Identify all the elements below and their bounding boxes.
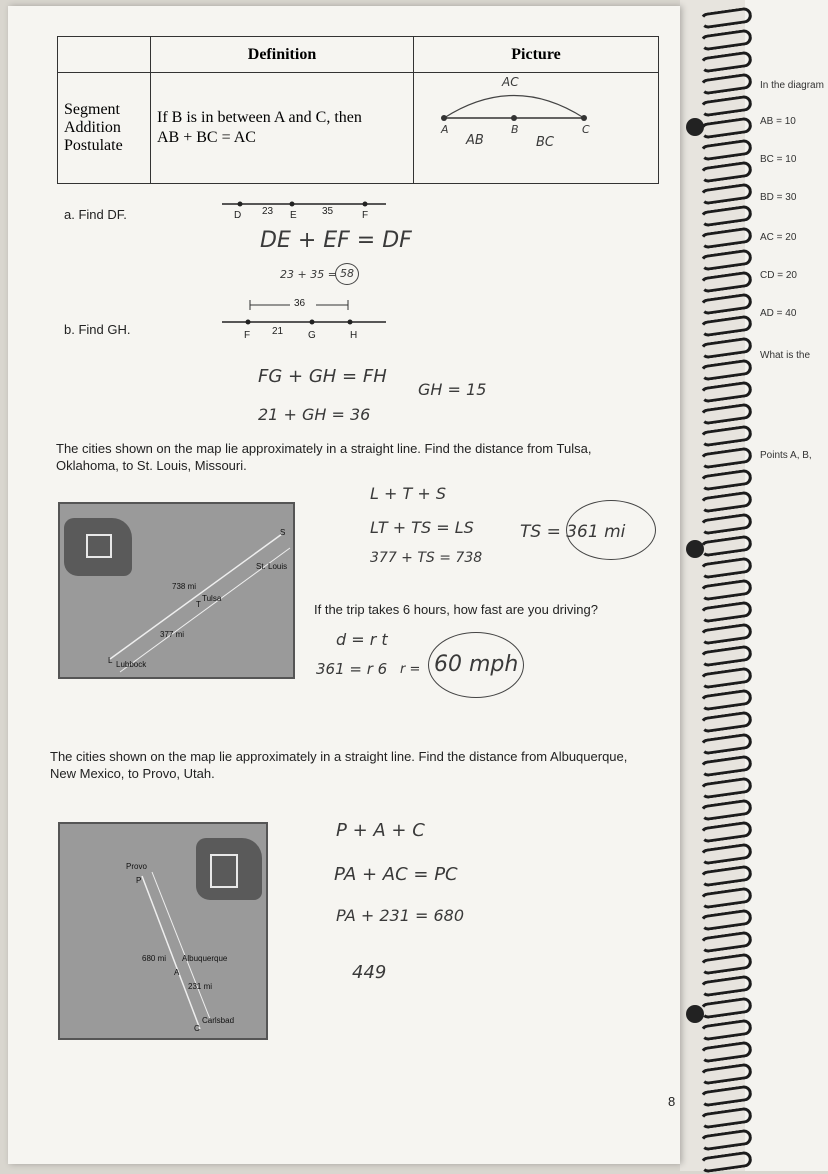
- label-g: G: [308, 330, 316, 341]
- definition-cell: [151, 73, 414, 184]
- label-d: D: [234, 210, 242, 221]
- rp-item-5: CD = 20: [760, 270, 797, 281]
- right-page: [745, 0, 828, 1171]
- map-s: S: [280, 528, 286, 537]
- page-number: 8: [668, 1094, 676, 1109]
- map-lubbock: Lubbock: [116, 660, 147, 669]
- work-a1: DE + EF = DF: [260, 228, 412, 253]
- rp-item-1: AB = 10: [760, 116, 796, 127]
- pic-label-a: A: [441, 123, 449, 136]
- label-e: E: [290, 210, 297, 221]
- answer-c2: 60 mph: [434, 652, 519, 677]
- work-c5: 361 = r 6: [316, 660, 388, 678]
- pic-label-bc: BC: [536, 135, 554, 150]
- problem-a-label: a. Find DF.: [64, 207, 127, 222]
- work-c3: 377 + TS = 738: [370, 550, 483, 566]
- question-c: If the trip takes 6 hours, how fast are you driving?: [314, 602, 598, 617]
- term-cell: Segment Addition Postulate: [58, 73, 151, 184]
- work-d1: P + A + C: [336, 820, 425, 841]
- problem-d-prompt: The cities shown on the map lie approximately in a straight line. Find the distance from Albuquerque, New Mexico, to Provo, Utah.: [50, 749, 628, 781]
- picture-cell: [414, 73, 659, 184]
- binding-hole: [686, 118, 704, 136]
- rp-item-2: BC = 10: [760, 154, 797, 165]
- problem-b-label: b. Find GH.: [64, 322, 131, 337]
- segment-picture: [434, 78, 664, 178]
- work-c4: d = r t: [336, 630, 388, 649]
- label-h: H: [350, 330, 358, 341]
- map-231: 231 mi: [188, 982, 213, 991]
- definition-table: [57, 36, 659, 184]
- label-21: 21: [272, 326, 284, 337]
- work-d2: PA + AC = PC: [334, 864, 458, 885]
- definition-line1: If B is in between A and C, then: [157, 109, 362, 126]
- pic-label-c: C: [582, 123, 590, 136]
- route-line-2: [60, 824, 266, 1038]
- answer-c-circle: [566, 500, 656, 560]
- binding-hole: [686, 540, 704, 558]
- label-f: F: [362, 210, 369, 221]
- answer-a: 58: [340, 267, 354, 280]
- work-c2: LT + TS = LS: [370, 518, 474, 537]
- definition-line2: AB + BC = AC: [157, 129, 256, 146]
- map-carlsbad: Carlsbad: [202, 1016, 235, 1025]
- work-d3: PA + 231 = 680: [336, 906, 465, 925]
- work-c5b: r =: [400, 662, 421, 677]
- answer-c2-circle: [428, 632, 524, 698]
- label-35: 35: [322, 206, 334, 217]
- work-b1: FG + GH = FH: [258, 366, 387, 387]
- pic-label-b: B: [511, 123, 519, 136]
- work-a2: 23 + 35 =: [280, 268, 337, 281]
- map-l: L: [108, 656, 113, 665]
- map-p: P: [136, 876, 142, 885]
- map-albuquerque: Albuquerque: [182, 954, 228, 963]
- line-fgh: [220, 316, 390, 328]
- label-23: 23: [262, 206, 274, 217]
- rp-item-4: AC = 20: [760, 232, 797, 243]
- pic-label-ac: AC: [502, 75, 519, 89]
- answer-b: GH = 15: [418, 380, 487, 399]
- map-a: A: [174, 968, 180, 977]
- map-c: C: [194, 1024, 200, 1033]
- line-def: [220, 198, 390, 210]
- map-oklahoma: [58, 502, 295, 679]
- work-b2: 21 + GH = 36: [258, 405, 371, 424]
- rp-item-6: AD = 40: [760, 308, 797, 319]
- rp-item-3: BD = 30: [760, 192, 797, 203]
- answer-d: 449: [352, 962, 387, 983]
- binding-hole: [686, 1005, 704, 1023]
- pic-label-ab: AB: [466, 133, 484, 148]
- rp-question: What is the: [760, 350, 811, 361]
- map-377: 377 mi: [160, 630, 185, 639]
- header-definition: Definition: [151, 37, 414, 73]
- map-t: T: [196, 600, 201, 609]
- problem-c-prompt: The cities shown on the map lie approximately in a straight line. Find the distance from Tulsa, Oklahoma, to St. Louis, Missouri.: [56, 441, 592, 473]
- answer-c: TS = 361 mi: [520, 522, 626, 542]
- map-stlouis: St. Louis: [256, 562, 288, 571]
- map-680: 680 mi: [142, 954, 167, 963]
- map-tulsa: Tulsa: [202, 594, 222, 603]
- label-f2: F: [244, 330, 251, 341]
- header-picture: Picture: [414, 37, 659, 73]
- map-new-mexico: [58, 822, 268, 1040]
- work-c1: L + T + S: [370, 484, 446, 503]
- label-36: 36: [294, 298, 306, 309]
- map-provo: Provo: [126, 862, 147, 871]
- answer-a-circle: [335, 263, 359, 285]
- map-738: 738 mi: [172, 582, 197, 591]
- rp-points: Points A, B,: [760, 450, 812, 461]
- rp-intro: In the diagram: [760, 80, 824, 91]
